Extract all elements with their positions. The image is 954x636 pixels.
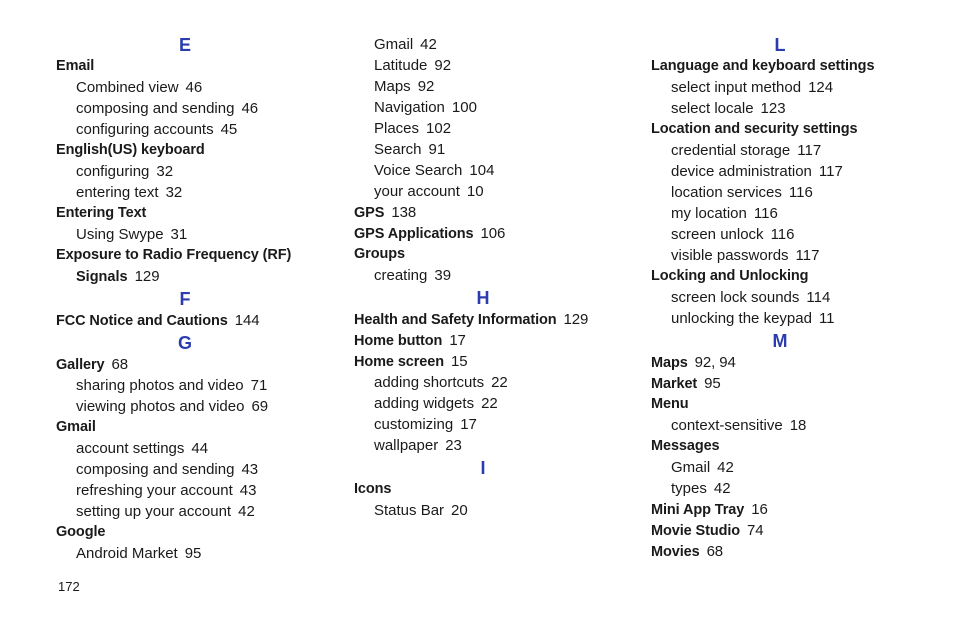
entry-term: screen lock sounds — [671, 289, 800, 306]
entry-page: 74 — [747, 522, 764, 539]
index-subentry — [76, 161, 173, 182]
entry-term: wallpaper — [374, 437, 439, 454]
entry-page: 22 — [491, 374, 508, 391]
index-subentry — [671, 140, 821, 161]
index-subentry — [374, 435, 462, 456]
entry-term: GPS — [354, 205, 385, 221]
entry-page: 42 — [238, 503, 255, 520]
entry-page: 32 — [156, 163, 174, 180]
index-entry — [56, 140, 205, 161]
entry-page: 16 — [751, 501, 768, 518]
entry-page: 124 — [808, 79, 834, 96]
entry-term: Menu — [651, 396, 689, 412]
entry-term: Gmail — [374, 36, 414, 53]
entry-term: configuring — [76, 163, 150, 180]
entry-term: Google — [56, 524, 106, 540]
section-letter: I — [480, 458, 486, 478]
index-subentry — [671, 245, 819, 266]
entry-term: setting up your account — [76, 503, 232, 520]
entry-term: Android Market — [76, 545, 178, 562]
entry-page: 91 — [428, 141, 446, 158]
entry-term: creating — [374, 267, 428, 284]
index-subentry — [76, 119, 237, 140]
entry-term: Navigation — [374, 99, 445, 116]
index-subentry — [76, 480, 256, 501]
index-subentry — [671, 203, 778, 224]
index-subentry — [374, 265, 451, 286]
section-letter: H — [476, 288, 490, 308]
section-letter: M — [772, 331, 788, 351]
entry-term: select locale — [671, 100, 754, 117]
entry-term: Maps — [651, 355, 688, 371]
entry-term: Messages — [651, 438, 720, 454]
entry-term: Signals — [76, 269, 128, 285]
entry-page: 39 — [434, 267, 452, 284]
entry-term: Market — [651, 376, 698, 392]
entry-page: 123 — [760, 100, 786, 117]
index-subentry — [374, 181, 484, 202]
entry-term: composing and sending — [76, 461, 235, 478]
entry-page: 144 — [234, 312, 260, 329]
entry-term: Places — [374, 120, 420, 137]
entry-term: Entering Text — [56, 205, 147, 221]
index-subentry — [671, 224, 794, 245]
entry-page: 69 — [251, 398, 269, 415]
section-letter: F — [179, 289, 191, 309]
index-subentry — [374, 97, 477, 118]
entry-page: 42 — [420, 36, 437, 53]
index-entry — [651, 352, 736, 373]
entry-term: Icons — [354, 481, 392, 497]
entry-term: Search — [374, 141, 422, 158]
entry-page: 18 — [789, 417, 807, 434]
entry-term: adding shortcuts — [374, 374, 485, 391]
entry-page: 92 — [417, 78, 435, 95]
entry-page: 138 — [391, 204, 417, 221]
entry-page: 32 — [165, 184, 183, 201]
index-subentry — [671, 478, 731, 499]
entry-term: my location — [671, 205, 747, 222]
index-entry — [56, 522, 105, 543]
index-entry — [651, 266, 808, 287]
entry-term: Maps — [374, 78, 411, 95]
section-letter: G — [177, 333, 192, 353]
index-subentry — [374, 393, 498, 414]
entry-page: 42 — [713, 480, 731, 497]
entry-page: 22 — [481, 395, 498, 412]
entry-page: 116 — [753, 205, 778, 222]
entry-term: types — [671, 480, 707, 497]
entry-page: 15 — [450, 353, 468, 370]
index-subentry — [671, 98, 786, 119]
index-entry — [651, 520, 764, 541]
index-entry — [56, 310, 259, 331]
index-entry — [651, 56, 874, 77]
entry-page: 71 — [250, 377, 268, 394]
page-number: 172 — [58, 579, 80, 594]
entry-term: Health and Safety Information — [354, 312, 557, 328]
entry-page: 45 — [220, 121, 238, 138]
index-entry — [56, 56, 94, 77]
index-subentry — [671, 287, 830, 308]
index-entry — [651, 499, 768, 520]
index-subentry — [76, 77, 202, 98]
index-entry — [651, 436, 720, 457]
index-entry — [354, 330, 466, 351]
entry-page: 102 — [426, 120, 452, 137]
entry-term: Using Swype — [76, 226, 164, 243]
index-subentry — [671, 308, 835, 329]
entry-term: GPS Applications — [354, 226, 474, 242]
entry-term: Voice Search — [374, 162, 463, 179]
entry-term: English(US) keyboard — [56, 142, 205, 158]
entry-term: Movie Studio — [651, 523, 741, 539]
index-subentry — [374, 500, 468, 521]
entry-page: 114 — [806, 289, 831, 306]
entry-term: unlocking the keypad — [671, 310, 812, 327]
entry-page: 116 — [770, 226, 795, 243]
index-subentry — [671, 77, 833, 98]
entry-term: context-sensitive — [671, 417, 783, 434]
index-entry — [76, 266, 160, 287]
index-subentry — [76, 438, 208, 459]
index-subentry — [76, 501, 255, 522]
index-entry — [354, 479, 391, 500]
entry-term: device administration — [671, 163, 812, 180]
entry-page: 116 — [788, 184, 813, 201]
entry-term: Language and keyboard settings — [651, 58, 875, 74]
entry-term: refreshing your account — [76, 482, 233, 499]
entry-page: 117 — [795, 247, 820, 264]
entry-page: 117 — [797, 142, 822, 159]
index-subentry — [76, 375, 267, 396]
entry-page: 11 — [818, 310, 835, 327]
index-entry — [354, 351, 467, 372]
entry-page: 100 — [451, 99, 477, 116]
entry-page: 68 — [111, 356, 128, 373]
entry-term: configuring accounts — [76, 121, 214, 138]
section-letter: E — [178, 35, 191, 55]
index-entry — [354, 244, 405, 265]
entry-term: Gallery — [56, 357, 105, 373]
index-subentry — [374, 34, 437, 55]
entry-term: adding widgets — [374, 395, 475, 412]
entry-term: select input method — [671, 79, 802, 96]
index-subentry — [374, 372, 508, 393]
entry-term: FCC Notice and Cautions — [56, 313, 228, 329]
entry-page: 23 — [445, 437, 462, 454]
entry-term: Locking and Unlocking — [651, 268, 809, 284]
entry-page: 46 — [241, 100, 259, 117]
entry-page: 44 — [191, 440, 209, 457]
index-entry — [651, 394, 688, 415]
entry-page: 46 — [185, 79, 203, 96]
entry-page: 31 — [170, 226, 188, 243]
entry-term: Email — [56, 58, 95, 74]
index-entry — [651, 541, 723, 562]
entry-term: account settings — [76, 440, 185, 457]
index-entry — [354, 309, 588, 330]
entry-term: composing and sending — [76, 100, 235, 117]
entry-page: 20 — [451, 502, 468, 519]
entry-term: location services — [671, 184, 782, 201]
entry-term: screen unlock — [671, 226, 764, 243]
index-entry — [56, 245, 291, 266]
entry-page: 129 — [134, 268, 160, 285]
index-subentry — [76, 224, 187, 245]
index-entry — [56, 203, 146, 224]
index-subentry — [374, 76, 434, 97]
entry-term: Latitude — [374, 57, 428, 74]
index-entry — [651, 373, 721, 394]
index-entry — [56, 354, 128, 375]
index-entry — [56, 417, 96, 438]
section-letter: L — [774, 35, 786, 55]
entry-page: 10 — [466, 183, 484, 200]
entry-page: 95 — [704, 375, 721, 392]
index-subentry — [374, 160, 494, 181]
entry-page: 95 — [184, 545, 202, 562]
index-subentry — [671, 457, 734, 478]
entry-page: 92 — [434, 57, 452, 74]
entry-term: Location and security settings — [651, 121, 858, 137]
index-subentry — [671, 415, 806, 436]
entry-term: viewing photos and video — [76, 398, 245, 415]
index-subentry — [76, 396, 268, 417]
index-subentry — [374, 55, 451, 76]
entry-term: Home screen — [354, 354, 444, 370]
entry-term: visible passwords — [671, 247, 789, 264]
index-subentry — [76, 98, 258, 119]
index-subentry — [374, 414, 477, 435]
entry-term: Combined view — [76, 79, 179, 96]
entry-page: 42 — [717, 459, 734, 476]
index-subentry — [374, 118, 451, 139]
index-entry — [354, 223, 505, 244]
index-entry — [354, 202, 416, 223]
entry-page: 17 — [460, 416, 477, 433]
entry-term: Groups — [354, 246, 405, 262]
entry-term: credential storage — [671, 142, 791, 159]
entry-page: 92, 94 — [694, 354, 736, 371]
index-subentry — [76, 182, 182, 203]
entry-page: 17 — [449, 332, 466, 349]
index-subentry — [374, 139, 445, 160]
entry-term: sharing photos and video — [76, 377, 244, 394]
entry-term: Exposure to Radio Frequency (RF) — [56, 247, 292, 263]
entry-term: your account — [374, 183, 460, 200]
index-subentry — [671, 161, 843, 182]
entry-page: 106 — [480, 225, 506, 242]
entry-page: 43 — [239, 482, 257, 499]
index-entry — [651, 119, 858, 140]
entry-page: 43 — [241, 461, 259, 478]
entry-term: Mini App Tray — [651, 502, 745, 518]
entry-page: 117 — [818, 163, 843, 180]
entry-term: customizing — [374, 416, 454, 433]
entry-term: entering text — [76, 184, 159, 201]
index-subentry — [76, 459, 258, 480]
entry-term: Status Bar — [374, 502, 445, 519]
entry-term: Movies — [651, 544, 700, 560]
entry-term: Home button — [354, 333, 443, 349]
entry-term: Gmail — [671, 459, 711, 476]
entry-page: 68 — [706, 543, 724, 560]
entry-page: 129 — [563, 311, 589, 328]
index-subentry — [671, 182, 813, 203]
index-subentry — [76, 543, 201, 564]
entry-page: 104 — [469, 162, 495, 179]
entry-term: Gmail — [56, 419, 96, 435]
